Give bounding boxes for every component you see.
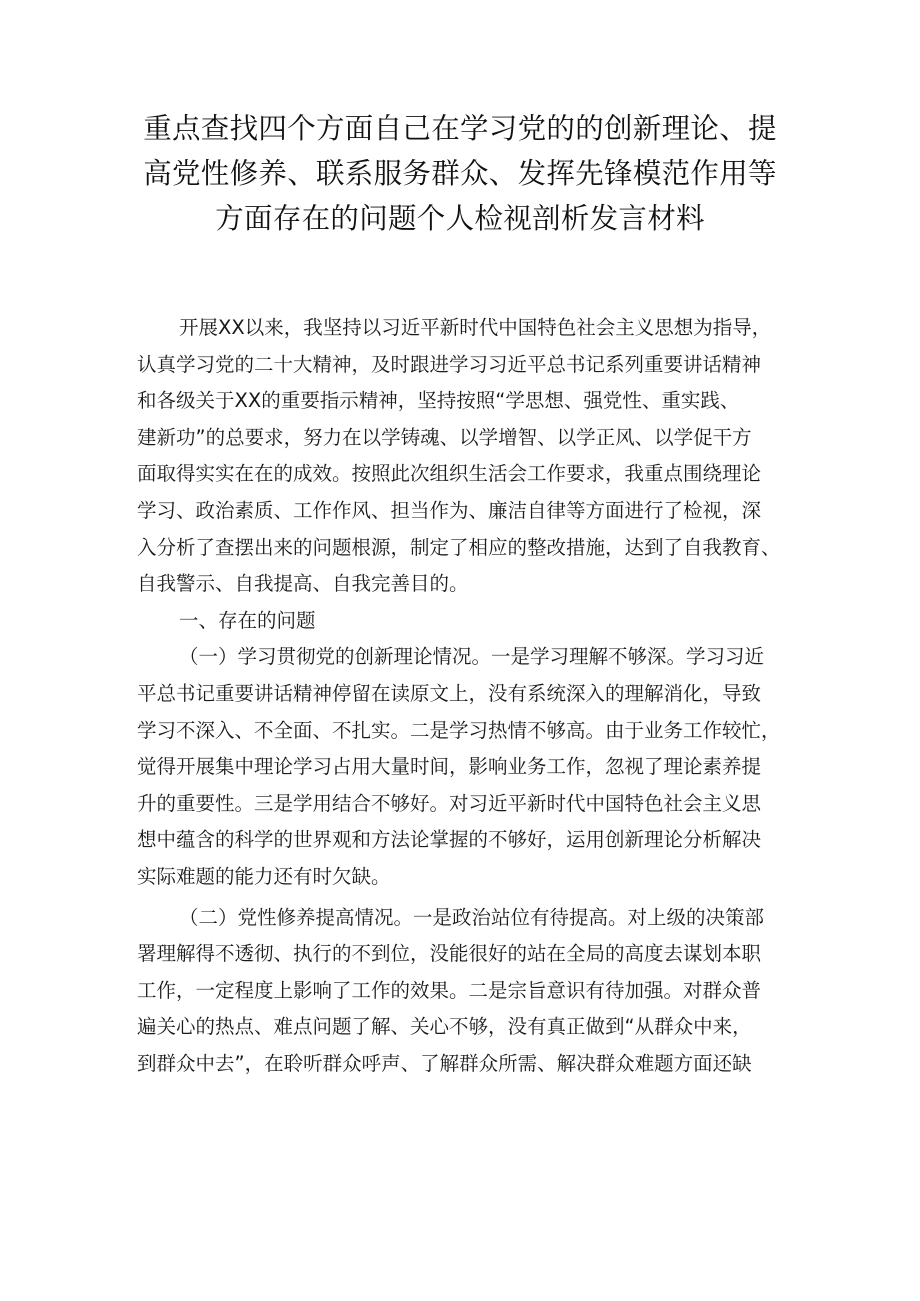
text-line: 面取得实实在在的成效。按照此次组织生活会工作要求，我重点围绕理论 [137,462,762,486]
title-line: 重点查找四个方面自己在学习党的的创新理论、提 [143,112,777,145]
text-line: 觉得开展集中理论学习占用大量时间，影响业务工作，忽视了理论素养提 [137,755,762,779]
title-line: 高党性修养、联系服务群众、发挥先锋模范作用等 [143,157,777,190]
text-line: 入分析了查摆出来的问题根源，制定了相应的整改措施，达到了自我教育、 [137,535,781,559]
paragraph-study [137,639,797,895]
text-line: 到群众中去”，在聆听群众呼声、了解群众所需、解决群众难题方面还缺 [137,1051,752,1075]
text-line: 认真学习党的二十大精神，及时跟进学习习近平总书记系列重要讲话精神 [137,352,762,376]
text-line: 署理解得不透彻、执行的不到位，没能很好的站在全局的高度去谋划本职 [137,942,762,966]
text-line: （二）党性修养提高情况。一是政治站位有待提高。对上级的决策部 [179,905,765,929]
text-line: 平总书记重要讲话精神停留在读原文上，没有系统深入的理解消化，导致 [137,681,762,705]
text-line: 开展XX以来，我坚持以习近平新时代中国特色社会主义思想为指导， [179,316,772,339]
text-line: 遍关心的热点、难点问题了解、关心不够，没有真正做到“从群众中来， [137,1015,752,1039]
text-line: 想中蕴含的科学的世界观和方法论掌握的不够好，运用创新理论分析解决 [137,828,762,852]
section-heading: 一、存在的问题 [179,608,316,632]
document-title [120,106,800,241]
text-line: 工作，一定程度上影响了工作的效果。二是宗旨意识有待加强。对群众普 [137,978,762,1002]
text-line: 学习、政治素质、工作作风、担当作为、廉洁自律等方面进行了检视，深 [137,498,762,522]
text-line: （一）学习贯彻党的创新理论情况。一是学习理解不够深。学习习近 [179,645,765,669]
paragraph-party-spirit [137,900,797,1083]
intro-paragraph [137,310,797,603]
text-line: 自我警示、自我提高、自我完善目的。 [137,572,469,596]
text-line: 升的重要性。三是学用结合不够好。对习近平新时代中国特色社会主义思 [137,791,762,815]
text-line: 实际难题的能力还有时欠缺。 [137,864,391,888]
title-line: 方面存在的问题个人检视剖析发言材料 [215,202,705,235]
text-line: 建新功”的总要求，努力在以学铸魂、以学增智、以学正风、以学促干方 [137,425,752,449]
document-body [137,310,797,1082]
text-line: 和各级关于XX的重要指示精神，坚持按照“学思想、强党性、重实践、 [137,389,740,413]
text-line: 学习不深入、不全面、不扎实。二是学习热情不够高。由于业务工作较忙， [137,718,781,742]
